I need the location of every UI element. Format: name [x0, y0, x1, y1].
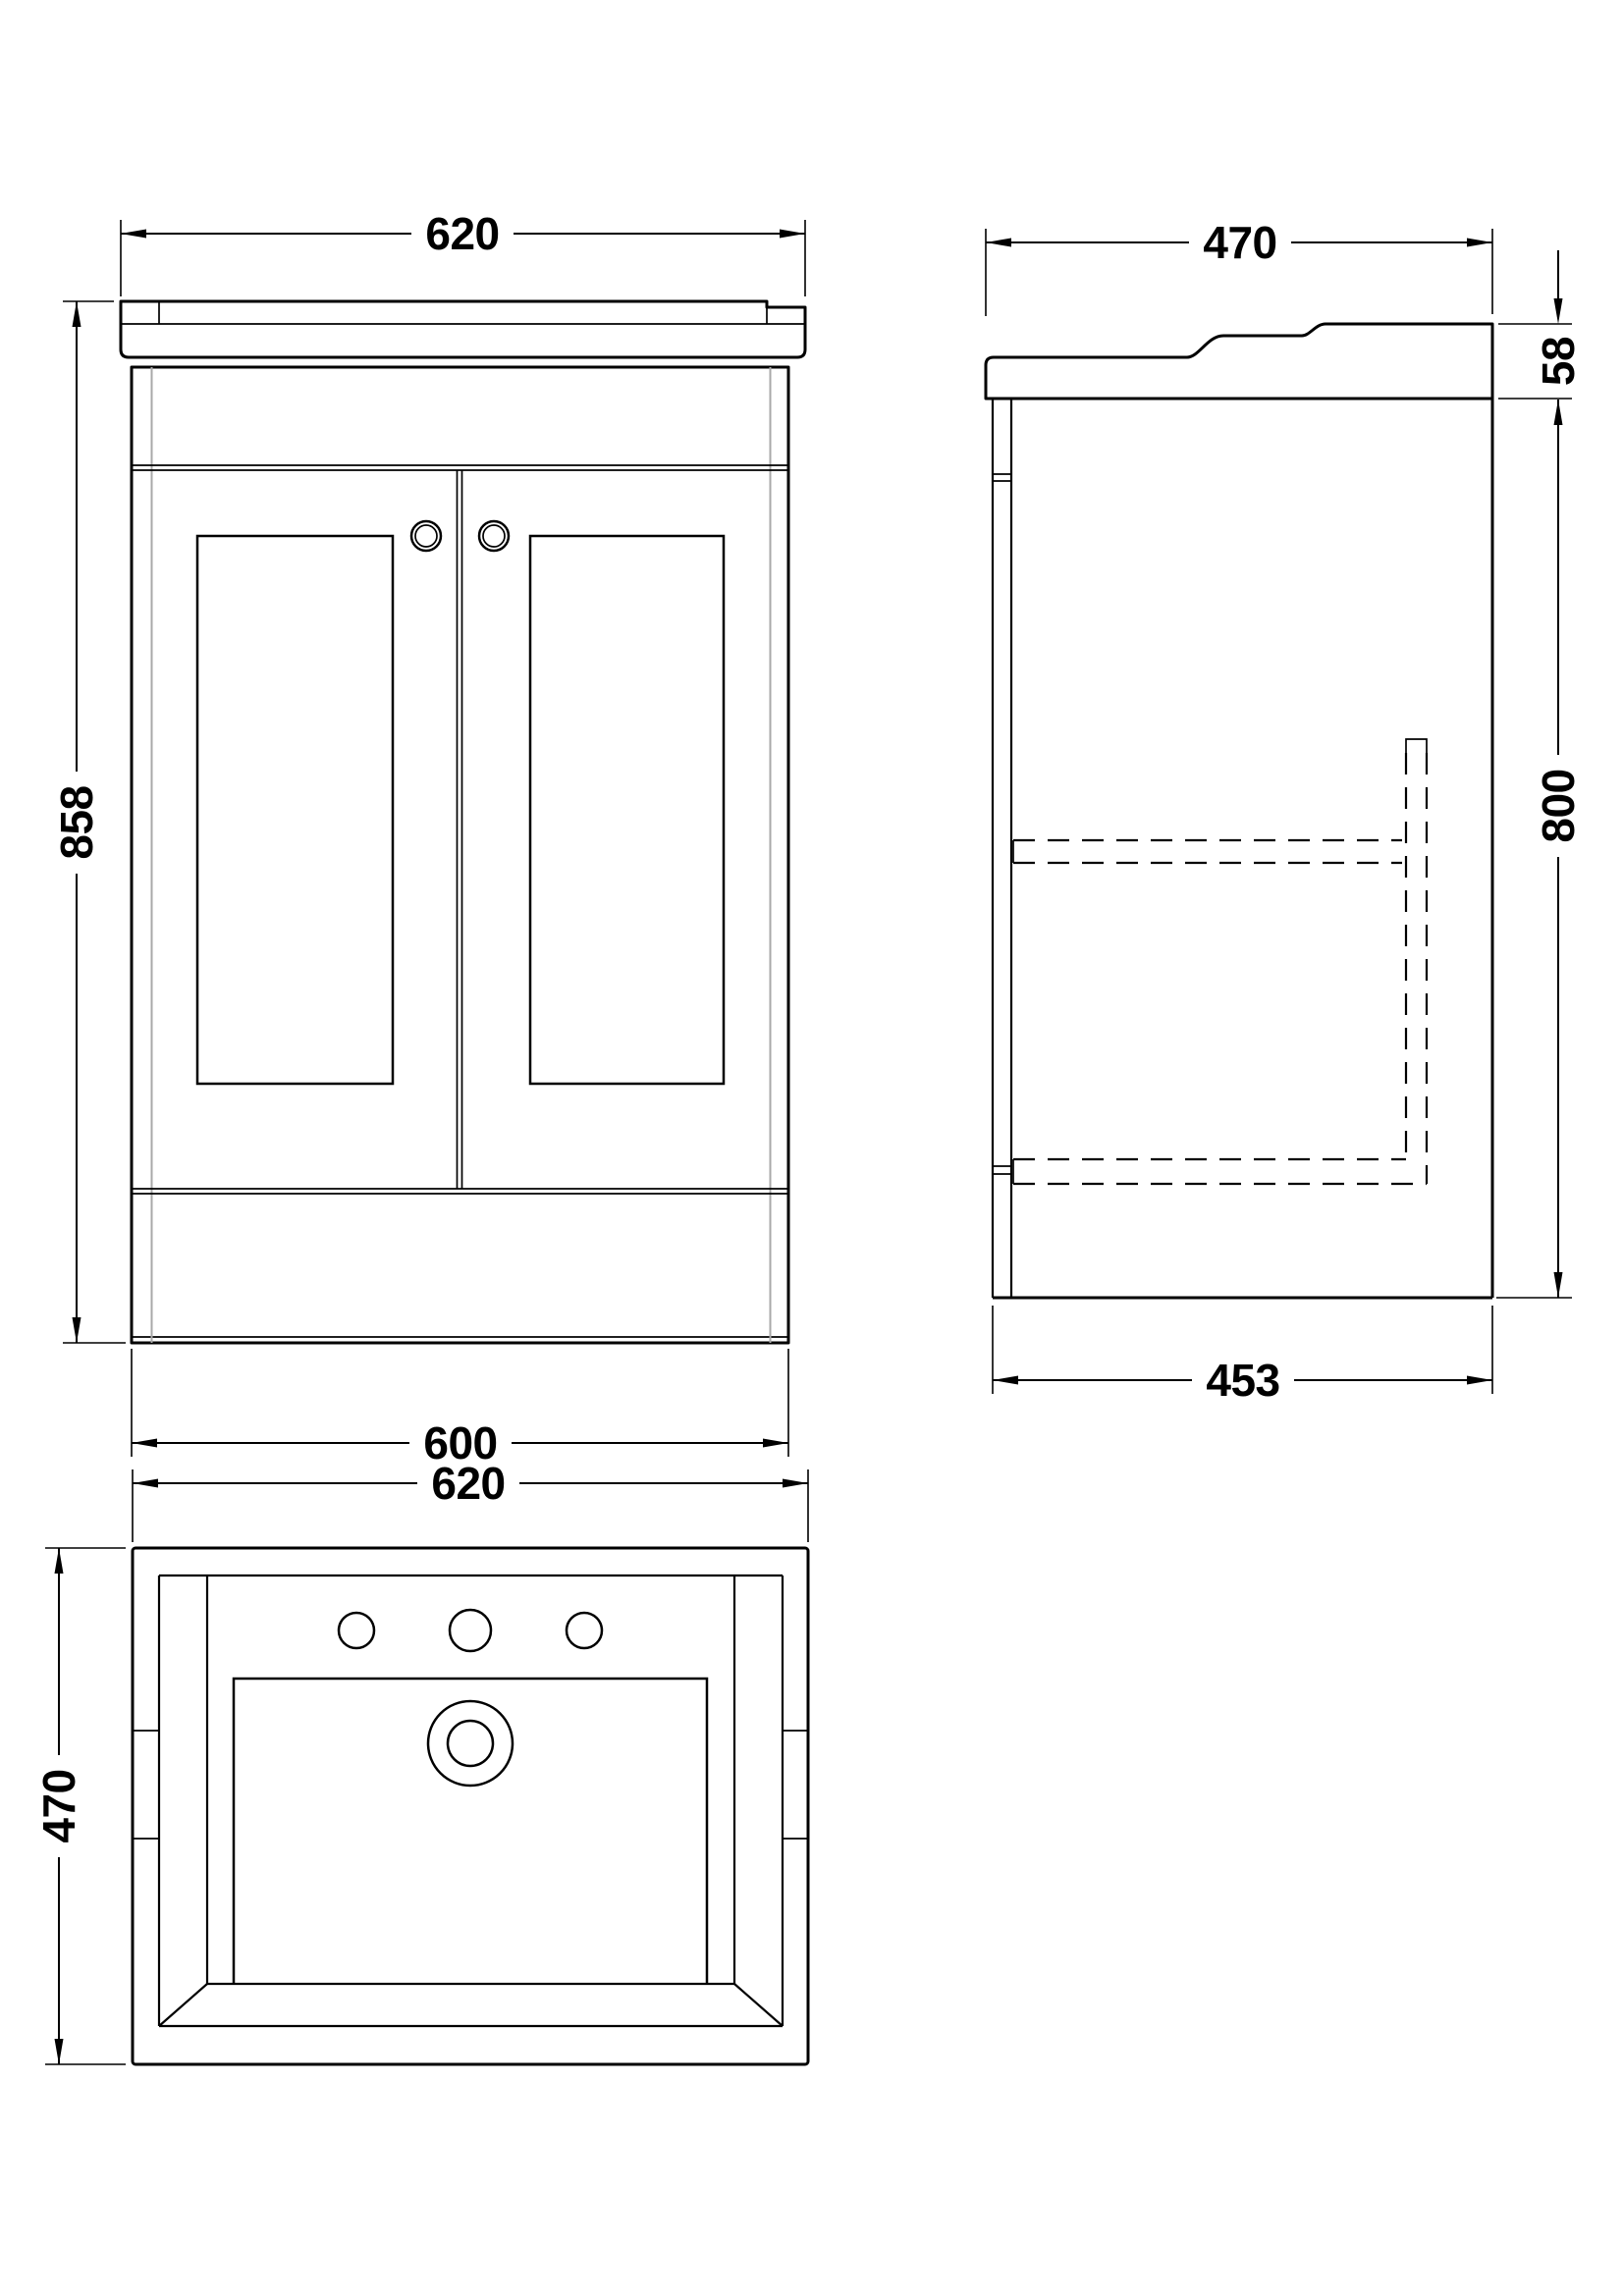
dim-side-depth-bottom-label: 453: [1206, 1355, 1280, 1406]
dim-side-basin-height-label: 58: [1533, 336, 1584, 387]
dim-front-height-label: 858: [51, 785, 102, 860]
dim-side-cabinet-height-label: 800: [1533, 769, 1584, 843]
dim-plan-depth-label: 470: [33, 1769, 84, 1843]
dim-plan-width-label: 620: [431, 1458, 506, 1509]
dim-side-depth-top-label: 470: [1203, 217, 1277, 268]
dim-front-width-bottom-label: 600: [423, 1417, 498, 1468]
dim-front-width-top-label: 620: [425, 208, 500, 259]
